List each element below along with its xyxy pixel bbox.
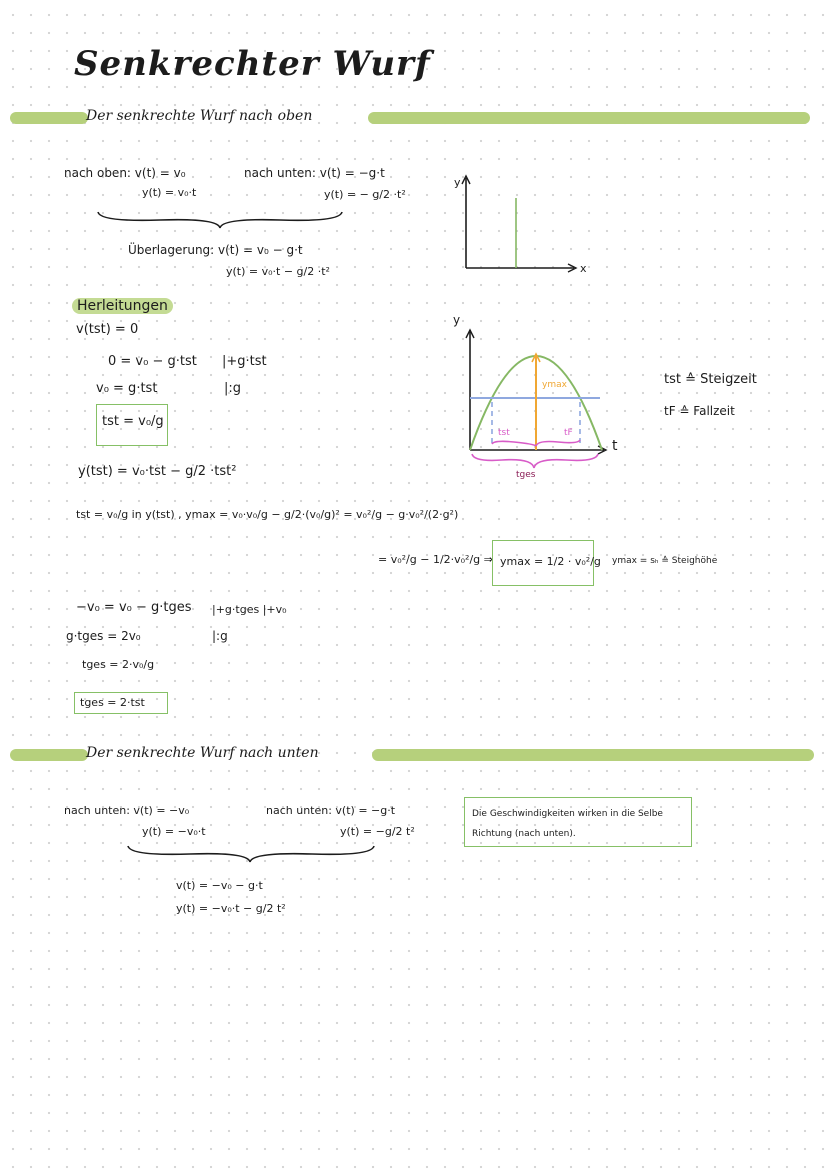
derivation-8-op: |+g·tges |+v₀ xyxy=(212,603,287,616)
graph2-ymax-label: ymax xyxy=(542,380,567,390)
up-position: y(t) = v₀·t xyxy=(142,186,197,199)
derivation-10: tges = 2·v₀/g xyxy=(82,658,155,671)
derivation-3: v₀ = g·tst xyxy=(96,381,158,396)
graph2-tst-label: tst xyxy=(498,428,510,438)
derivation-5: y(tst) = v₀·tst − g/2 ·tst² xyxy=(78,464,237,479)
down-velocity: nach unten: v(t) = −g·t xyxy=(244,166,385,180)
section-heading-up: Der senkrechte Wurf nach oben xyxy=(86,108,313,124)
graph2-tges-label: tges xyxy=(516,470,536,480)
derivation-9-op: |:g xyxy=(212,629,228,643)
derivation-7-note: ymax = sₕ ≙ Steighöhe xyxy=(612,556,718,566)
derivation-2-op: |+g·tst xyxy=(222,354,267,369)
graph1-x-label: x xyxy=(580,262,587,275)
derivation-2: 0 = v₀ − g·tst xyxy=(108,354,197,369)
derivation-9: g·tges = 2v₀ xyxy=(66,629,141,643)
graph1-y-label: y xyxy=(454,176,461,189)
section-heading-down: Der senkrechte Wurf nach unten xyxy=(86,745,319,761)
legend-fallzeit: tF ≙ Fallzeit xyxy=(664,404,735,418)
result-velocity-down: v(t) = −v₀ − g·t xyxy=(176,879,263,892)
graph2-x-label: t xyxy=(612,438,618,454)
down-position: y(t) = − g/2 ·t² xyxy=(324,188,406,201)
derivation-3-op: |:g xyxy=(224,381,242,396)
graph2-y-label: y xyxy=(453,313,461,327)
result-position-down: y(t) = −v₀·t − g/2 t² xyxy=(176,902,286,915)
derivation-7-result: ymax = 1/2 · v₀²/g xyxy=(500,555,601,568)
derivation-6: tst = v₀/g in y(tst) , ymax = v₀·v₀/g − g/2·(v₀/g)² = v₀²/g − g·v₀²/(2·g²) xyxy=(76,508,459,521)
derivation-1: v(tst) = 0 xyxy=(76,322,139,337)
superposition-velocity: Überlagerung: v(t) = v₀ − g·t xyxy=(128,243,303,257)
derivations-heading: Herleitungen xyxy=(72,298,173,314)
up-velocity: nach oben: v(t) = v₀ xyxy=(64,166,186,180)
down-initial-position: y(t) = −v₀·t xyxy=(142,825,206,838)
derivation-8: −v₀ = v₀ − g·tges xyxy=(76,600,192,615)
down-gravity-velocity: nach unten: v(t) = −g·t xyxy=(266,804,396,817)
derivation-7: = v₀²/g − 1/2·v₀²/g ⇒ xyxy=(378,553,493,566)
note-text: Die Geschwindigkeiten wirken in die Selbe Richtung (nach unten). xyxy=(472,809,663,839)
superposition-position: y(t) = v₀·t − g/2 ·t² xyxy=(226,265,330,278)
graph2-tf-label: tF xyxy=(564,428,573,438)
derivation-4: tst = v₀/g xyxy=(102,414,164,429)
legend-steigzeit: tst ≙ Steigzeit xyxy=(664,372,757,387)
down-gravity-position: y(t) = −g/2 t² xyxy=(340,825,415,838)
derivation-11: tges = 2·tst xyxy=(80,696,145,709)
down-initial-velocity: nach unten: v(t) = −v₀ xyxy=(64,804,190,817)
page-title: Senkrechter Wurf xyxy=(74,44,431,84)
